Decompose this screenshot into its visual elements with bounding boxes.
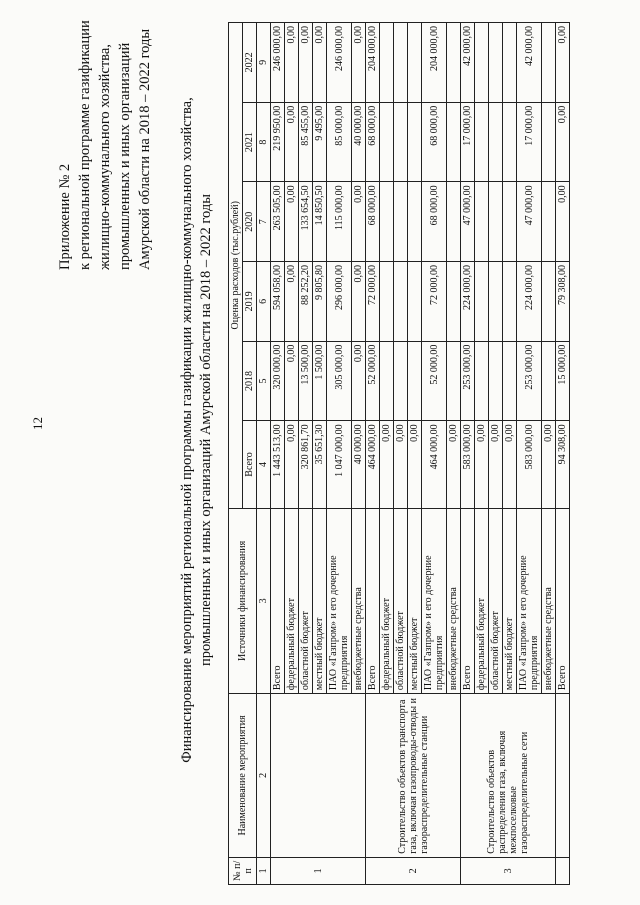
amount-cell: 0,00 [503,421,517,508]
amount-cell: 72 000,00 [366,262,380,342]
funding-source: Всего [366,508,380,693]
amount-cell: 68 000,00 [422,182,447,262]
amount-cell: 47 000,00 [461,182,475,262]
funding-source: ПАО «Газпром» и его дочерние предприятия [422,508,447,693]
amount-cell: 246 000,00 [327,23,352,103]
amount-cell: 0,00 [556,182,570,262]
amount-cell [380,102,394,182]
amount-cell: 594 058,00 [271,262,285,342]
amount-cell [503,23,517,103]
amount-cell: 0,00 [352,23,366,103]
amount-cell [447,262,461,342]
amount-cell: 0,00 [556,23,570,103]
event-name [556,694,570,858]
amount-cell [475,23,489,103]
amount-cell: 583 000,00 [517,421,542,508]
event-name: Строительство объектов распределения газа, включая межпоселковые газораспределительные сети [461,694,556,858]
amount-cell [489,182,503,262]
amount-cell: 0,00 [285,262,299,342]
funding-source: областной бюджет [489,508,503,693]
amount-cell: 583 000,00 [461,421,475,508]
table-row [461,23,475,885]
amount-cell: 35 651,30 [313,421,327,508]
funding-source: местный бюджет [503,508,517,693]
amount-cell: 0,00 [352,182,366,262]
amount-cell: 68 000,00 [366,102,380,182]
header-event: Наименование мероприятия [229,694,257,858]
col-number: 7 [257,182,271,262]
amount-cell [408,262,422,342]
amount-cell [380,182,394,262]
amount-cell: 15 000,00 [556,341,570,421]
amount-cell: 0,00 [408,421,422,508]
amount-cell [503,341,517,421]
amount-cell [475,102,489,182]
funding-source: местный бюджет [408,508,422,693]
amount-cell: 0,00 [285,23,299,103]
amount-cell: 68 000,00 [422,102,447,182]
amount-cell [394,182,408,262]
appendix-note [55,20,155,270]
header-year: 2018 [243,341,257,421]
amount-cell [542,23,556,103]
amount-cell: 296 000,00 [327,262,352,342]
amount-cell [542,262,556,342]
funding-source: ПАО «Газпром» и его дочерние предприятия [517,508,542,693]
amount-cell: 0,00 [489,421,503,508]
header-total: Всего [243,421,257,508]
amount-cell: 464 000,00 [422,421,447,508]
header-year: 2020 [243,182,257,262]
amount-cell [408,23,422,103]
amount-cell: 85 455,00 [299,102,313,182]
funding-source: ПАО «Газпром» и его дочерние предприятия [327,508,352,693]
amount-cell: 0,00 [285,341,299,421]
amount-cell: 40 000,00 [352,421,366,508]
amount-cell: 42 000,00 [517,23,542,103]
amount-cell: 0,00 [542,421,556,508]
amount-cell: 0,00 [380,421,394,508]
amount-cell: 40 000,00 [352,102,366,182]
table-row [271,23,285,885]
col-number: 3 [257,508,271,693]
amount-cell: 0,00 [313,23,327,103]
amount-cell [447,182,461,262]
amount-cell: 1 443 513,00 [271,421,285,508]
amount-cell: 0,00 [394,421,408,508]
amount-cell [475,262,489,342]
amount-cell: 219 950,00 [271,102,285,182]
amount-cell [394,262,408,342]
col-number: 8 [257,102,271,182]
table-row [366,23,380,885]
amount-cell [489,102,503,182]
amount-cell: 0,00 [285,421,299,508]
amount-cell [489,23,503,103]
header-no: № п/п [229,857,257,884]
amount-cell: 17 000,00 [517,102,542,182]
amount-cell: 253 000,00 [517,341,542,421]
amount-cell: 68 000,00 [366,182,380,262]
amount-cell: 0,00 [285,182,299,262]
appendix-text: к региональной программе газификации жилищно-коммунального хозяйства, промышленных и иных организаций Амурской области на 2018 – 2022 годы [77,20,153,270]
col-number: 9 [257,23,271,103]
amount-cell: 94 308,00 [556,421,570,508]
amount-cell: 52 000,00 [366,341,380,421]
amount-cell [408,102,422,182]
amount-cell: 204 000,00 [422,23,447,103]
amount-cell [380,341,394,421]
amount-cell: 320 000,00 [271,341,285,421]
funding-source: внебюджетные средства [542,508,556,693]
amount-cell: 14 850,50 [313,182,327,262]
event-name [271,694,366,858]
amount-cell: 79 308,00 [556,262,570,342]
amount-cell [380,262,394,342]
amount-cell: 17 000,00 [461,102,475,182]
table-row [556,23,570,885]
amount-cell [542,182,556,262]
amount-cell: 204 000,00 [366,23,380,103]
funding-source: Всего [556,508,570,693]
amount-cell: 0,00 [447,421,461,508]
funding-source: федеральный бюджет [475,508,489,693]
col-number: 5 [257,341,271,421]
amount-cell [489,262,503,342]
amount-cell: 72 000,00 [422,262,447,342]
amount-cell: 464 000,00 [366,421,380,508]
amount-cell [503,102,517,182]
amount-cell [408,182,422,262]
header-year: 2022 [243,23,257,103]
financing-table [228,22,570,885]
amount-cell: 0,00 [299,23,313,103]
amount-cell: 85 000,00 [327,102,352,182]
amount-cell [475,341,489,421]
amount-cell [489,341,503,421]
amount-cell: 0,00 [285,102,299,182]
amount-cell [394,23,408,103]
amount-cell: 13 500,00 [299,341,313,421]
funding-source: Всего [461,508,475,693]
amount-cell [542,102,556,182]
amount-cell [447,341,461,421]
amount-cell: 115 000,00 [327,182,352,262]
amount-cell [447,102,461,182]
amount-cell [475,182,489,262]
funding-source: областной бюджет [394,508,408,693]
amount-cell: 42 000,00 [461,23,475,103]
amount-cell [503,182,517,262]
document-title: Финансирование мероприятий региональной программы газификации жилищно-коммунального хозяйства, промышленных и иных организаций Амурской области на 2018 – 2022 годы [179,97,214,763]
amount-cell: 0,00 [556,102,570,182]
amount-cell: 305 000,00 [327,341,352,421]
row-number: 2 [366,857,461,884]
amount-cell: 88 252,20 [299,262,313,342]
amount-cell: 1 500,00 [313,341,327,421]
funding-source: федеральный бюджет [285,508,299,693]
amount-cell: 0,00 [352,262,366,342]
amount-cell: 320 861,70 [299,421,313,508]
header-source: Источники финансирования [229,508,257,693]
amount-cell: 246 000,00 [271,23,285,103]
header-year: 2019 [243,262,257,342]
column-number-row [257,23,271,885]
funding-source: Всего [271,508,285,693]
table-body [271,23,570,885]
amount-cell: 0,00 [475,421,489,508]
funding-source: внебюджетные средства [447,508,461,693]
amount-cell: 9 805,80 [313,262,327,342]
page-number: 12 [30,417,45,430]
col-number: 1 [257,857,271,884]
col-number: 2 [257,694,271,858]
amount-cell [447,23,461,103]
row-number: 3 [461,857,556,884]
event-name: Строительство объектов транспорта газа, включая газопроводы-отводы и газораспределительные станции [366,694,461,858]
funding-source: внебюджетные средства [352,508,366,693]
amount-cell: 253 000,00 [461,341,475,421]
amount-cell: 9 495,00 [313,102,327,182]
funding-source: областной бюджет [299,508,313,693]
amount-cell [408,341,422,421]
col-number: 4 [257,421,271,508]
amount-cell: 224 000,00 [517,262,542,342]
amount-cell [394,341,408,421]
funding-source: местный бюджет [313,508,327,693]
appendix-label: Приложение № 2 [57,163,73,270]
funding-source: федеральный бюджет [380,508,394,693]
amount-cell [542,341,556,421]
amount-cell: 133 654,50 [299,182,313,262]
row-number: 1 [271,857,366,884]
col-number: 6 [257,262,271,342]
amount-cell: 263 505,00 [271,182,285,262]
amount-cell [394,102,408,182]
amount-cell: 0,00 [352,341,366,421]
amount-cell [503,262,517,342]
amount-cell: 224 000,00 [461,262,475,342]
amount-cell: 52 000,00 [422,341,447,421]
row-number [556,857,570,884]
amount-cell [380,23,394,103]
header-cost: Оценка расходов (тыс.рублей) [229,23,243,509]
amount-cell: 1 047 000,00 [327,421,352,508]
header-year: 2021 [243,102,257,182]
amount-cell: 47 000,00 [517,182,542,262]
